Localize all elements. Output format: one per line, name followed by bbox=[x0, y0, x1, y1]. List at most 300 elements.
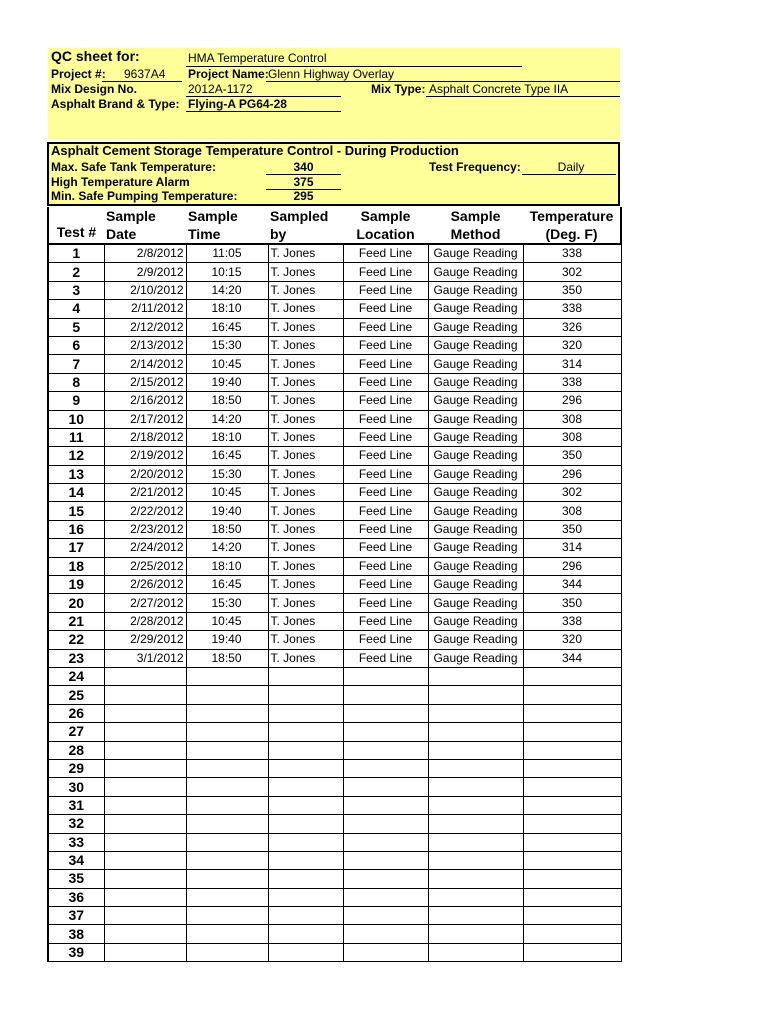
cell-date bbox=[104, 851, 186, 869]
cell-temperature bbox=[523, 943, 621, 961]
table-row bbox=[48, 796, 621, 814]
table-row bbox=[48, 704, 621, 722]
table-row bbox=[48, 778, 621, 796]
header-sample-date bbox=[104, 207, 186, 244]
table-row bbox=[48, 392, 621, 410]
cell-location bbox=[343, 943, 428, 961]
table-row bbox=[48, 263, 621, 281]
cell-sampled-by: T. Jones bbox=[268, 318, 343, 336]
table-row bbox=[48, 815, 621, 833]
cell-location: Feed Line bbox=[343, 557, 428, 575]
cell-sampled-by bbox=[268, 870, 343, 888]
cell-test: 24 bbox=[48, 667, 104, 685]
cell-location bbox=[343, 815, 428, 833]
project-no-value: 9637A4 bbox=[124, 67, 166, 81]
header-sampled-by bbox=[268, 207, 343, 244]
cell-temperature bbox=[523, 741, 621, 759]
cell-test: 20 bbox=[48, 594, 104, 612]
cell-location: Feed Line bbox=[343, 392, 428, 410]
cell-method: Gauge Reading bbox=[428, 594, 523, 612]
cell-sampled-by: T. Jones bbox=[268, 336, 343, 354]
cell-time: 15:30 bbox=[186, 594, 268, 612]
cell-temperature bbox=[523, 851, 621, 869]
header-temperature bbox=[523, 207, 621, 244]
cell-time bbox=[186, 704, 268, 722]
cell-sampled-by bbox=[268, 667, 343, 685]
cell-date bbox=[104, 815, 186, 833]
cell-sampled-by: T. Jones bbox=[268, 281, 343, 299]
cell-time: 14:20 bbox=[186, 539, 268, 557]
cell-location bbox=[343, 741, 428, 759]
cell-method: Gauge Reading bbox=[428, 465, 523, 483]
cell-method bbox=[428, 815, 523, 833]
cell-sampled-by: T. Jones bbox=[268, 244, 343, 263]
header-sample-location-line1: Sample bbox=[360, 208, 411, 224]
table-row bbox=[48, 318, 621, 336]
cell-sampled-by: T. Jones bbox=[268, 576, 343, 594]
cell-date: 2/18/2012 bbox=[104, 428, 186, 446]
cell-temperature bbox=[523, 759, 621, 777]
cell-sampled-by: T. Jones bbox=[268, 539, 343, 557]
cell-temperature: 350 bbox=[523, 447, 621, 465]
cell-time bbox=[186, 943, 268, 961]
cell-time: 19:40 bbox=[186, 373, 268, 391]
header-sample-time-line1: Sample bbox=[188, 208, 238, 224]
cell-method: Gauge Reading bbox=[428, 612, 523, 630]
header-sampled-by-line2: by bbox=[270, 226, 287, 242]
cell-method: Gauge Reading bbox=[428, 447, 523, 465]
table-row bbox=[48, 355, 621, 373]
cell-time: 18:50 bbox=[186, 520, 268, 538]
cell-date bbox=[104, 704, 186, 722]
cell-location bbox=[343, 870, 428, 888]
cell-method: Gauge Reading bbox=[428, 428, 523, 446]
cell-test: 16 bbox=[48, 520, 104, 538]
cell-temperature bbox=[523, 907, 621, 925]
cell-temperature bbox=[523, 815, 621, 833]
table-row bbox=[48, 520, 621, 538]
cell-method: Gauge Reading bbox=[428, 484, 523, 502]
header-temperature-line1: Temperature bbox=[529, 208, 614, 224]
cell-location: Feed Line bbox=[343, 631, 428, 649]
cell-time bbox=[186, 686, 268, 704]
cell-method bbox=[428, 796, 523, 814]
cell-temperature: 344 bbox=[523, 576, 621, 594]
project-name-label: Project Name: bbox=[188, 67, 269, 81]
mix-design-value: 2012A-1172 bbox=[188, 82, 253, 96]
cell-location: Feed Line bbox=[343, 263, 428, 281]
cell-date bbox=[104, 888, 186, 906]
cell-sampled-by bbox=[268, 815, 343, 833]
cell-sampled-by: T. Jones bbox=[268, 612, 343, 630]
cell-time: 15:30 bbox=[186, 336, 268, 354]
cell-date bbox=[104, 778, 186, 796]
cell-temperature bbox=[523, 704, 621, 722]
cell-location: Feed Line bbox=[343, 428, 428, 446]
cell-sampled-by bbox=[268, 686, 343, 704]
cell-location bbox=[343, 888, 428, 906]
cell-date: 2/15/2012 bbox=[104, 373, 186, 391]
cell-time: 18:10 bbox=[186, 557, 268, 575]
cell-date: 2/27/2012 bbox=[104, 594, 186, 612]
cell-test: 8 bbox=[48, 373, 104, 391]
cell-test: 29 bbox=[48, 759, 104, 777]
cell-time: 10:45 bbox=[186, 355, 268, 373]
cell-location: Feed Line bbox=[343, 612, 428, 630]
header-sampled-by-line1: Sampled bbox=[270, 208, 329, 224]
cell-sampled-by bbox=[268, 796, 343, 814]
freq-underline bbox=[522, 174, 616, 175]
max-safe-label: Max. Safe Tank Temperature: bbox=[51, 160, 216, 174]
cell-date: 3/1/2012 bbox=[104, 649, 186, 667]
cell-date: 2/24/2012 bbox=[104, 539, 186, 557]
cell-location: Feed Line bbox=[343, 244, 428, 263]
mix-type-label: Mix Type: bbox=[371, 82, 426, 96]
cell-sampled-by: T. Jones bbox=[268, 594, 343, 612]
cell-method bbox=[428, 870, 523, 888]
cell-method: Gauge Reading bbox=[428, 244, 523, 263]
cell-test: 23 bbox=[48, 649, 104, 667]
cell-sampled-by: T. Jones bbox=[268, 465, 343, 483]
cell-location bbox=[343, 778, 428, 796]
cell-location: Feed Line bbox=[343, 355, 428, 373]
cell-date bbox=[104, 796, 186, 814]
cell-date: 2/28/2012 bbox=[104, 612, 186, 630]
cell-test: 10 bbox=[48, 410, 104, 428]
cell-sampled-by bbox=[268, 888, 343, 906]
cell-sampled-by bbox=[268, 741, 343, 759]
cell-date: 2/17/2012 bbox=[104, 410, 186, 428]
cell-time bbox=[186, 833, 268, 851]
cell-test: 32 bbox=[48, 815, 104, 833]
cell-test: 6 bbox=[48, 336, 104, 354]
cell-location: Feed Line bbox=[343, 281, 428, 299]
cell-date bbox=[104, 833, 186, 851]
cell-test: 30 bbox=[48, 778, 104, 796]
high-alarm-label: High Temperature Alarm bbox=[51, 175, 190, 189]
cell-time: 18:10 bbox=[186, 428, 268, 446]
cell-temperature: 338 bbox=[523, 244, 621, 263]
cell-sampled-by: T. Jones bbox=[268, 631, 343, 649]
table-row bbox=[48, 925, 621, 943]
cell-date: 2/13/2012 bbox=[104, 336, 186, 354]
cell-location bbox=[343, 667, 428, 685]
cell-date: 2/19/2012 bbox=[104, 447, 186, 465]
cell-temperature: 338 bbox=[523, 373, 621, 391]
asphalt-brand-label: Asphalt Brand & Type: bbox=[51, 97, 180, 111]
cell-test: 17 bbox=[48, 539, 104, 557]
cell-location bbox=[343, 796, 428, 814]
cell-method: Gauge Reading bbox=[428, 373, 523, 391]
cell-test: 22 bbox=[48, 631, 104, 649]
cell-method: Gauge Reading bbox=[428, 336, 523, 354]
cell-time bbox=[186, 723, 268, 741]
cell-date bbox=[104, 870, 186, 888]
cell-location: Feed Line bbox=[343, 484, 428, 502]
table-row bbox=[48, 888, 621, 906]
cell-location bbox=[343, 723, 428, 741]
cell-test: 36 bbox=[48, 888, 104, 906]
cell-sampled-by bbox=[268, 778, 343, 796]
table-row bbox=[48, 410, 621, 428]
cell-location bbox=[343, 833, 428, 851]
cell-temperature bbox=[523, 686, 621, 704]
cell-sampled-by: T. Jones bbox=[268, 484, 343, 502]
cell-method: Gauge Reading bbox=[428, 502, 523, 520]
table-row bbox=[48, 759, 621, 777]
cell-location: Feed Line bbox=[343, 373, 428, 391]
table-row bbox=[48, 465, 621, 483]
table-row bbox=[48, 851, 621, 869]
asphalt-brand-value: Flying-A PG64-28 bbox=[188, 97, 287, 111]
mix-type-value: Asphalt Concrete Type IIA bbox=[429, 82, 569, 96]
cell-test: 37 bbox=[48, 907, 104, 925]
cell-location: Feed Line bbox=[343, 594, 428, 612]
cell-date: 2/14/2012 bbox=[104, 355, 186, 373]
cell-test: 4 bbox=[48, 300, 104, 318]
cell-test: 21 bbox=[48, 612, 104, 630]
cell-sampled-by: T. Jones bbox=[268, 520, 343, 538]
cell-temperature: 314 bbox=[523, 539, 621, 557]
cell-date: 2/16/2012 bbox=[104, 392, 186, 410]
qc-sheet-label: QC sheet for: bbox=[51, 48, 140, 64]
table-row bbox=[48, 594, 621, 612]
cell-date: 2/23/2012 bbox=[104, 520, 186, 538]
cell-test: 34 bbox=[48, 851, 104, 869]
cell-temperature: 320 bbox=[523, 336, 621, 354]
cell-time: 18:50 bbox=[186, 392, 268, 410]
cell-temperature: 350 bbox=[523, 281, 621, 299]
mix-type-underline bbox=[426, 96, 620, 97]
cell-location: Feed Line bbox=[343, 447, 428, 465]
cell-temperature: 326 bbox=[523, 318, 621, 336]
cell-sampled-by: T. Jones bbox=[268, 447, 343, 465]
cell-temperature bbox=[523, 925, 621, 943]
table-row bbox=[48, 281, 621, 299]
cell-time bbox=[186, 778, 268, 796]
cell-test: 25 bbox=[48, 686, 104, 704]
table-row bbox=[48, 686, 621, 704]
cell-location: Feed Line bbox=[343, 576, 428, 594]
cell-sampled-by bbox=[268, 704, 343, 722]
header-sample-time bbox=[186, 207, 268, 244]
cell-location bbox=[343, 686, 428, 704]
cell-method: Gauge Reading bbox=[428, 649, 523, 667]
cell-time: 16:45 bbox=[186, 318, 268, 336]
cell-sampled-by: T. Jones bbox=[268, 263, 343, 281]
cell-time: 10:15 bbox=[186, 263, 268, 281]
table-row bbox=[48, 576, 621, 594]
table-header-row bbox=[48, 207, 621, 244]
cell-temperature: 350 bbox=[523, 520, 621, 538]
cell-location bbox=[343, 851, 428, 869]
cell-temperature: 338 bbox=[523, 300, 621, 318]
cell-temperature: 344 bbox=[523, 649, 621, 667]
cell-temperature: 308 bbox=[523, 428, 621, 446]
table-body bbox=[48, 244, 621, 962]
cell-temperature bbox=[523, 778, 621, 796]
header-sample-date-line1: Sample bbox=[106, 208, 156, 224]
cell-sampled-by bbox=[268, 907, 343, 925]
cell-sampled-by bbox=[268, 833, 343, 851]
header-temperature-line2: (Deg. F) bbox=[545, 226, 598, 242]
table-row bbox=[48, 300, 621, 318]
table-row bbox=[48, 870, 621, 888]
cell-date: 2/9/2012 bbox=[104, 263, 186, 281]
cell-date: 2/20/2012 bbox=[104, 465, 186, 483]
cell-sampled-by: T. Jones bbox=[268, 392, 343, 410]
cell-date: 2/21/2012 bbox=[104, 484, 186, 502]
cell-test: 9 bbox=[48, 392, 104, 410]
cell-date bbox=[104, 925, 186, 943]
cell-time bbox=[186, 870, 268, 888]
freq-value: Daily bbox=[557, 160, 585, 174]
cell-method bbox=[428, 851, 523, 869]
cell-date bbox=[104, 723, 186, 741]
header-test: Test # bbox=[48, 207, 104, 244]
cell-date bbox=[104, 741, 186, 759]
cell-location: Feed Line bbox=[343, 539, 428, 557]
cell-test: 3 bbox=[48, 281, 104, 299]
header-sample-time-line2: Time bbox=[188, 226, 221, 242]
cell-date bbox=[104, 943, 186, 961]
cell-test: 11 bbox=[48, 428, 104, 446]
cell-sampled-by: T. Jones bbox=[268, 502, 343, 520]
cell-time: 10:45 bbox=[186, 484, 268, 502]
cell-sampled-by: T. Jones bbox=[268, 557, 343, 575]
cell-sampled-by bbox=[268, 851, 343, 869]
table-row bbox=[48, 943, 621, 961]
cell-time bbox=[186, 796, 268, 814]
table-row bbox=[48, 667, 621, 685]
cell-method: Gauge Reading bbox=[428, 631, 523, 649]
table-row bbox=[48, 557, 621, 575]
mix-design-label: Mix Design No. bbox=[51, 82, 138, 96]
cell-time: 14:20 bbox=[186, 410, 268, 428]
cell-date: 2/8/2012 bbox=[104, 244, 186, 263]
cell-temperature bbox=[523, 796, 621, 814]
cell-sampled-by: T. Jones bbox=[268, 300, 343, 318]
cell-method bbox=[428, 925, 523, 943]
cell-location bbox=[343, 704, 428, 722]
cell-date: 2/25/2012 bbox=[104, 557, 186, 575]
header-sample-method-line2: Method bbox=[450, 226, 501, 242]
cell-date bbox=[104, 686, 186, 704]
cell-location: Feed Line bbox=[343, 502, 428, 520]
cell-test: 19 bbox=[48, 576, 104, 594]
temperature-table bbox=[47, 207, 622, 962]
qc-sheet-value: HMA Temperature Control bbox=[188, 51, 327, 65]
cell-sampled-by bbox=[268, 723, 343, 741]
cell-temperature: 320 bbox=[523, 631, 621, 649]
table-row bbox=[48, 447, 621, 465]
cell-location: Feed Line bbox=[343, 520, 428, 538]
header-sample-date-line2: Date bbox=[106, 226, 137, 242]
cell-test: 15 bbox=[48, 502, 104, 520]
cell-time bbox=[186, 741, 268, 759]
cell-location bbox=[343, 759, 428, 777]
cell-test: 18 bbox=[48, 557, 104, 575]
cell-test: 38 bbox=[48, 925, 104, 943]
cell-temperature: 314 bbox=[523, 355, 621, 373]
cell-temperature: 296 bbox=[523, 392, 621, 410]
cell-test: 39 bbox=[48, 943, 104, 961]
cell-temperature bbox=[523, 833, 621, 851]
cell-sampled-by bbox=[268, 943, 343, 961]
cell-method: Gauge Reading bbox=[428, 355, 523, 373]
cell-time bbox=[186, 888, 268, 906]
cell-time bbox=[186, 759, 268, 777]
cell-time: 18:10 bbox=[186, 300, 268, 318]
cell-method bbox=[428, 759, 523, 777]
cell-temperature: 296 bbox=[523, 465, 621, 483]
cell-sampled-by: T. Jones bbox=[268, 373, 343, 391]
cell-method: Gauge Reading bbox=[428, 539, 523, 557]
cell-method bbox=[428, 907, 523, 925]
table-row bbox=[48, 907, 621, 925]
cell-sampled-by: T. Jones bbox=[268, 649, 343, 667]
table-row bbox=[48, 723, 621, 741]
cell-temperature: 308 bbox=[523, 502, 621, 520]
min-pump-value: 295 bbox=[293, 189, 314, 203]
cell-method: Gauge Reading bbox=[428, 263, 523, 281]
cell-method: Gauge Reading bbox=[428, 281, 523, 299]
cell-location: Feed Line bbox=[343, 410, 428, 428]
cell-method bbox=[428, 833, 523, 851]
table-row bbox=[48, 741, 621, 759]
table-row bbox=[48, 649, 621, 667]
cell-date: 2/26/2012 bbox=[104, 576, 186, 594]
cell-date bbox=[104, 667, 186, 685]
cell-test: 2 bbox=[48, 263, 104, 281]
cell-date bbox=[104, 759, 186, 777]
min-pump-label: Min. Safe Pumping Temperature: bbox=[51, 189, 238, 203]
cell-date: 2/12/2012 bbox=[104, 318, 186, 336]
cell-method bbox=[428, 723, 523, 741]
cell-temperature: 302 bbox=[523, 484, 621, 502]
cell-method bbox=[428, 667, 523, 685]
cell-sampled-by: T. Jones bbox=[268, 410, 343, 428]
high-alarm-value: 375 bbox=[293, 175, 314, 189]
cell-test: 12 bbox=[48, 447, 104, 465]
cell-date: 2/29/2012 bbox=[104, 631, 186, 649]
cell-method: Gauge Reading bbox=[428, 576, 523, 594]
cell-temperature bbox=[523, 870, 621, 888]
cell-test: 5 bbox=[48, 318, 104, 336]
cell-sampled-by: T. Jones bbox=[268, 355, 343, 373]
table-row bbox=[48, 833, 621, 851]
table-row bbox=[48, 484, 621, 502]
cell-time: 19:40 bbox=[186, 631, 268, 649]
freq-label: Test Frequency: bbox=[429, 160, 521, 174]
cell-method: Gauge Reading bbox=[428, 410, 523, 428]
header-sample-location-line2: Location bbox=[356, 226, 415, 242]
cell-temperature: 338 bbox=[523, 612, 621, 630]
cell-method: Gauge Reading bbox=[428, 318, 523, 336]
cell-time bbox=[186, 667, 268, 685]
cell-time: 15:30 bbox=[186, 465, 268, 483]
cell-temperature bbox=[523, 667, 621, 685]
asphalt-brand-underline bbox=[186, 111, 341, 112]
cell-time bbox=[186, 907, 268, 925]
cell-time bbox=[186, 851, 268, 869]
cell-location: Feed Line bbox=[343, 465, 428, 483]
cell-time: 18:50 bbox=[186, 649, 268, 667]
cell-method bbox=[428, 943, 523, 961]
cell-test: 31 bbox=[48, 796, 104, 814]
cell-temperature: 302 bbox=[523, 263, 621, 281]
cell-method bbox=[428, 704, 523, 722]
